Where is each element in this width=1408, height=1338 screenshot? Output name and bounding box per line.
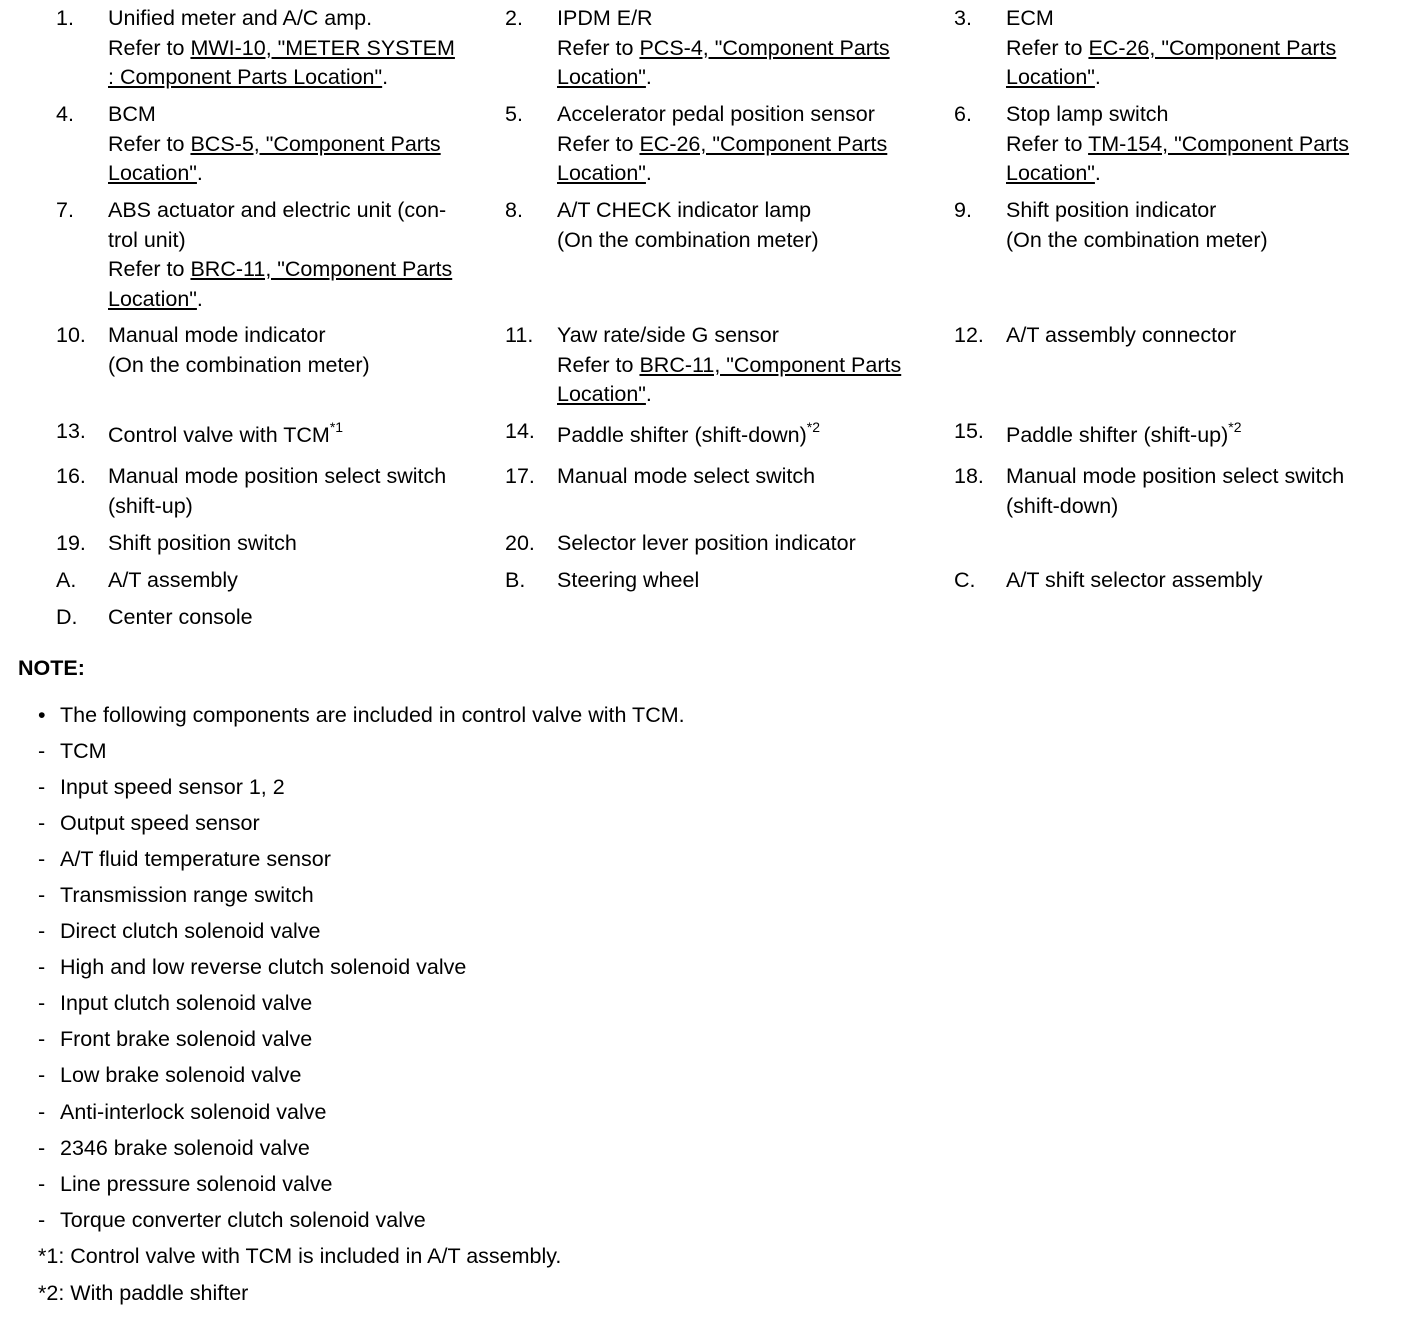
list-item-text: Transmission range switch [60, 883, 314, 908]
item-name: Selector lever position indicator [557, 531, 856, 555]
reference-link[interactable]: Location" [557, 382, 646, 406]
period: . [1094, 161, 1101, 185]
note-section [0, 697, 1408, 1311]
legend-item-7 [0, 196, 453, 321]
period: . [196, 161, 203, 185]
reference-link[interactable]: BRC-11, "Component Parts [639, 352, 902, 377]
dash-mark: - [38, 774, 46, 799]
legend-empty [898, 529, 1347, 566]
note-list-item [0, 1130, 1408, 1166]
legend-item-4 [0, 100, 449, 196]
reference-link[interactable]: EC-26, "Component Parts [639, 131, 888, 156]
item-name-continued: (shift-down) [1006, 493, 1119, 518]
legend-item-5 [449, 100, 898, 196]
legend-row [0, 566, 1408, 603]
dash-mark: - [38, 883, 46, 908]
item-name: A/T shift selector assembly [1006, 568, 1263, 592]
legend-item-13 [0, 418, 449, 462]
item-name: Stop lamp switch [1006, 102, 1169, 126]
item-number: 14. [505, 419, 535, 443]
reference-link[interactable]: Location" [1006, 65, 1095, 89]
item-number: 12. [954, 323, 984, 347]
legend-item-20 [449, 529, 898, 566]
item-number: 1. [56, 6, 74, 30]
legend-row [0, 321, 1408, 417]
item-name: Accelerator pedal position sensor [557, 102, 875, 126]
item-number: 3. [954, 6, 972, 30]
item-number: 8. [505, 198, 523, 222]
note-bullet [0, 697, 1408, 733]
item-name: Manual mode position select switch [1006, 464, 1345, 488]
legend-row [0, 100, 1408, 196]
list-item-text: 2346 brake solenoid valve [60, 1135, 310, 1160]
legend-item-8 [449, 196, 898, 321]
note-list-item [0, 1094, 1408, 1130]
list-item-text: Low brake solenoid valve [60, 1063, 302, 1088]
reference-link[interactable]: BRC-11, "Component Parts [190, 257, 453, 281]
note-list-item [0, 914, 1408, 950]
dash-mark: - [38, 991, 46, 1016]
item-name: Paddle shifter (shift-up) [1006, 423, 1229, 447]
note-list-item [0, 1202, 1408, 1238]
dash-mark: - [38, 1135, 46, 1160]
item-number: 4. [56, 102, 74, 126]
item-name: Paddle shifter (shift-down) [557, 423, 807, 447]
list-item-text: A/T fluid temperature sensor [60, 846, 331, 871]
reference-link[interactable]: : Component Parts Location" [108, 65, 383, 89]
note-list-item [0, 1166, 1408, 1202]
note-list-item [0, 841, 1408, 877]
period: . [645, 65, 652, 89]
item-name: ECM [1006, 6, 1054, 30]
item-name: Control valve with TCM [108, 423, 330, 447]
dash-mark: - [38, 1027, 46, 1052]
refer-text: Refer to [108, 257, 191, 281]
reference-link[interactable]: EC-26, "Component Parts [1088, 35, 1337, 60]
list-item-text: TCM [60, 738, 107, 763]
note-text: The following components are included in control valve with TCM. [60, 702, 685, 727]
item-name-continued: (shift-up) [108, 493, 193, 518]
dash-mark: - [38, 1207, 46, 1232]
legend-item-a [0, 566, 449, 603]
reference-link[interactable]: Location" [108, 286, 197, 311]
legend-item-15 [898, 418, 1347, 462]
note-list-item [0, 1058, 1408, 1094]
footnote-marker: *2 [1228, 418, 1242, 435]
footnote-marker: *1 [329, 418, 344, 435]
legend-item-19 [0, 529, 449, 566]
list-item-text: Front brake solenoid valve [60, 1027, 313, 1052]
reference-link[interactable]: Location" [1006, 161, 1095, 185]
note-list-item [0, 1022, 1408, 1058]
legend-item-c [898, 566, 1347, 603]
dash-mark: - [38, 846, 46, 871]
legend-row [0, 417, 1408, 462]
item-name-continued: trol unit) [108, 227, 186, 252]
item-name: A/T assembly connector [1006, 323, 1237, 347]
legend-item-9 [898, 196, 1347, 321]
item-name: Shift position switch [108, 531, 297, 555]
legend-item-10 [0, 321, 449, 417]
legend-item-14 [449, 418, 898, 462]
dash-mark: - [38, 1099, 46, 1124]
list-item-text: Direct clutch solenoid valve [60, 919, 321, 944]
item-name: Steering wheel [557, 568, 700, 592]
item-name: A/T assembly [108, 568, 238, 592]
item-number: 15. [954, 419, 984, 443]
note-list-item [0, 877, 1408, 913]
item-letter: A. [56, 568, 77, 592]
item-name: BCM [108, 102, 156, 126]
refer-text: Refer to [108, 35, 191, 60]
reference-link[interactable]: Location" [108, 161, 197, 185]
item-name: A/T CHECK indicator lamp [557, 198, 812, 222]
list-item-text: High and low reverse clutch solenoid valve [60, 955, 467, 980]
period: . [382, 65, 389, 89]
item-number: 5. [505, 102, 523, 126]
item-number: 2. [505, 6, 523, 30]
note-list-item [0, 950, 1408, 986]
dash-mark: - [38, 1171, 46, 1196]
legend-item-17 [449, 462, 898, 529]
legend-row [0, 4, 1408, 100]
note-list-item [0, 986, 1408, 1022]
legend-row [0, 196, 1408, 321]
refer-text: Refer to [557, 131, 640, 156]
item-number: 10. [56, 323, 86, 347]
item-number: 20. [505, 531, 535, 555]
legend-item-3 [898, 4, 1347, 100]
item-name: ABS actuator and electric unit (con- [108, 198, 447, 222]
reference-link[interactable]: MWI-10, "METER SYSTEM [190, 35, 455, 60]
item-name: Unified meter and A/C amp. [108, 6, 373, 30]
item-number: 19. [56, 531, 86, 555]
reference-link[interactable]: PCS-4, "Component Parts [639, 35, 890, 60]
item-name-continued: (On the combination meter) [557, 227, 819, 252]
item-name: IPDM E/R [557, 6, 653, 30]
legend-item-b [449, 566, 898, 603]
period: . [196, 286, 203, 311]
note-list-item [0, 733, 1408, 769]
legend-item-6 [898, 100, 1350, 196]
item-name: Yaw rate/side G sensor [557, 323, 779, 347]
bullet-mark: • [38, 702, 46, 727]
list-item-text: Torque converter clutch solenoid valve [60, 1207, 426, 1232]
list-item-text: Anti-interlock solenoid valve [60, 1099, 327, 1124]
note-list-item [0, 769, 1408, 805]
dash-mark: - [38, 738, 46, 763]
period: . [645, 161, 652, 185]
legend-row [0, 603, 1408, 640]
component-legend [0, 4, 1408, 640]
reference-link[interactable]: TM-154, "Component Parts [1088, 131, 1350, 156]
item-name-continued: (On the combination meter) [108, 352, 370, 377]
item-number: 11. [505, 323, 534, 347]
reference-link[interactable]: BCS-5, "Component Parts [190, 131, 441, 156]
item-name-continued: (On the combination meter) [1006, 227, 1268, 252]
item-number: 7. [56, 198, 74, 222]
refer-text: Refer to [557, 352, 640, 377]
dash-mark: - [38, 919, 46, 944]
legend-item-d [0, 603, 449, 640]
legend-item-12 [898, 321, 1347, 417]
refer-text: Refer to [108, 131, 191, 156]
dash-mark: - [38, 1063, 46, 1088]
item-letter: D. [56, 605, 78, 629]
item-number: 17. [505, 464, 535, 488]
legend-item-18 [898, 462, 1347, 529]
item-name: Shift position indicator [1006, 198, 1217, 222]
legend-item-11 [449, 321, 902, 417]
period: . [645, 382, 652, 406]
refer-text: Refer to [1006, 131, 1089, 156]
refer-text: Refer to [557, 35, 640, 60]
note-list-item [0, 805, 1408, 841]
reference-link[interactable]: Location" [557, 161, 646, 185]
footnote-marker: *2 [806, 418, 820, 435]
note-title: NOTE: [18, 656, 85, 680]
period: . [1094, 65, 1101, 89]
list-item-text: Line pressure solenoid valve [60, 1171, 333, 1196]
item-number: 13. [56, 419, 86, 443]
item-number: 18. [954, 464, 984, 488]
dash-mark: - [38, 810, 46, 835]
item-name: Manual mode indicator [108, 323, 326, 347]
reference-link[interactable]: Location" [557, 65, 646, 89]
item-number: 9. [954, 198, 972, 222]
item-letter: C. [954, 568, 976, 592]
item-number: 6. [954, 102, 972, 126]
list-item-text: Output speed sensor [60, 810, 260, 835]
item-letter: B. [505, 568, 526, 592]
list-item-text: Input clutch solenoid valve [60, 991, 313, 1016]
item-name: Center console [108, 605, 253, 629]
legend-item-2 [449, 4, 898, 100]
legend-row [0, 462, 1408, 529]
dash-mark: - [38, 955, 46, 980]
refer-text: Refer to [1006, 35, 1089, 60]
legend-item-16 [0, 462, 449, 529]
footnote-2: *2: With paddle shifter [38, 1280, 249, 1305]
legend-row [0, 529, 1408, 566]
legend-item-1 [0, 4, 455, 100]
footnote-1: *1: Control valve with TCM is included in A/T assembly. [38, 1244, 562, 1269]
item-name: Manual mode position select switch [108, 464, 447, 488]
list-item-text: Input speed sensor 1, 2 [60, 774, 285, 799]
item-number: 16. [56, 464, 86, 488]
item-name: Manual mode select switch [557, 464, 816, 488]
